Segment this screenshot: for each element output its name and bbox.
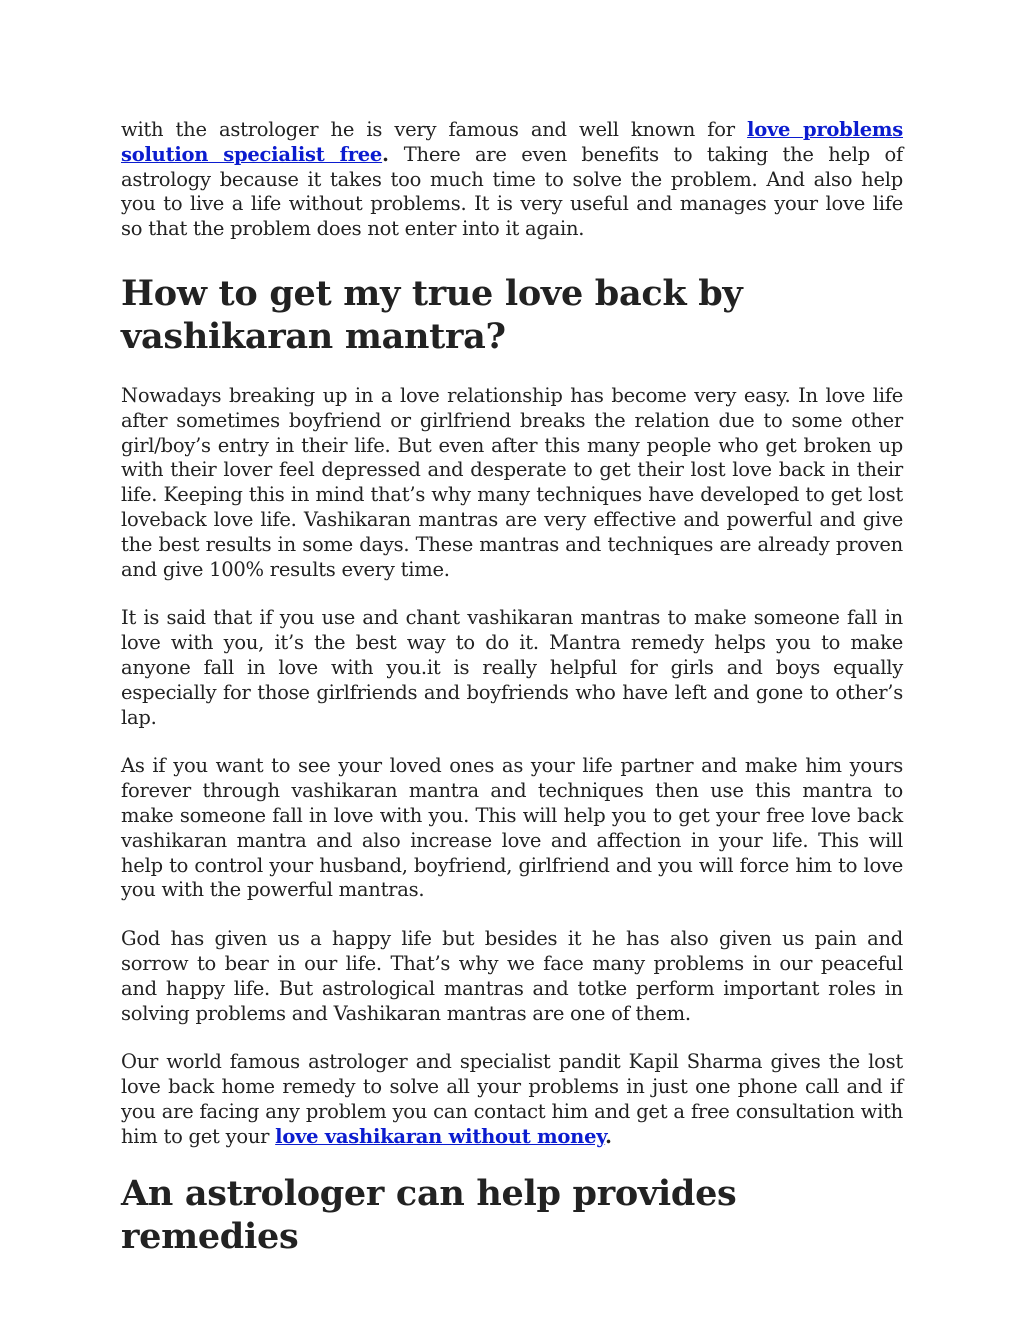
document-page [121,118,903,1284]
intro-paragraph [121,118,903,242]
section-heading-true-love: How to get my true love back by vashikaran mantra? [121,272,743,357]
body-paragraph: It is said that if you use and chant vashikaran mantras to make someone fall in love with you, it’s the best way to do it. Mantra remedy helps you to make anyone fall in love with you.it is really helpful for girls and boys equally especially for those girlfriends and boyfriends who have left and gone to other’s lap. [121,606,903,729]
closing-link-punctuation: . [605,1124,612,1148]
closing-text-before-link: Our world famous astrologer and specialist pandit Kapil Sharma gives the lost love back home remedy to solve all your problems in just one phone call and if you are facing any problem you can contact him and get a free consultation with him to get your [121,1050,903,1148]
intro-text-after-link: There are even benefits to taking the help of astrology because it takes too much time to solve the problem. And also help you to live a life without problems. It is very useful and manages your love life so that the problem does not enter into it again. [121,142,903,241]
body-paragraph: As if you want to see your loved ones as your life partner and make him yours forever through vashikaran mantra and techniques then use this mantra to make someone fall in love with you. This will help you to get your free love back vashikaran mantra and also increase love and affection in your life. This will help to control your husband, boyfriend, girlfriend and you will force him to love you with the powerful mantras. [121,754,903,902]
section-heading-remedies: An astrologer can help provides remedies [121,1172,737,1257]
intro-text-before-link: with the astrologer he is very famous and well known for [121,118,748,141]
love-problems-solution-link[interactable]: love problems solution specialist free [121,118,903,166]
intro-link-punctuation: . [382,142,404,166]
body-paragraph: Nowadays breaking up in a love relationship has become very easy. In love life after sometimes boyfriend or girlfriend breaks the relation due to some other girl/boy’s entry in their life. But even after this many people who get broken up with their lover feel depressed and desperate to get their lost love back in their life. Keeping this in mind that’s why many techniques have developed to get lost loveback love life. Vashikaran mantras are very effective and powerful and give the best results in some days. These mantras and techniques are already proven and give 100% results every time. [121,383,903,581]
closing-paragraph [121,1050,903,1149]
love-vashikaran-without-money-link[interactable]: love vashikaran without money [275,1124,606,1148]
body-paragraph: God has given us a happy life but besides it he has also given us pain and sorrow to bear in our life. That’s why we face many problems in our peaceful and happy life. But astrological mantras and totke perform important roles in solving problems and Vashikaran mantras are one of them. [121,927,903,1025]
